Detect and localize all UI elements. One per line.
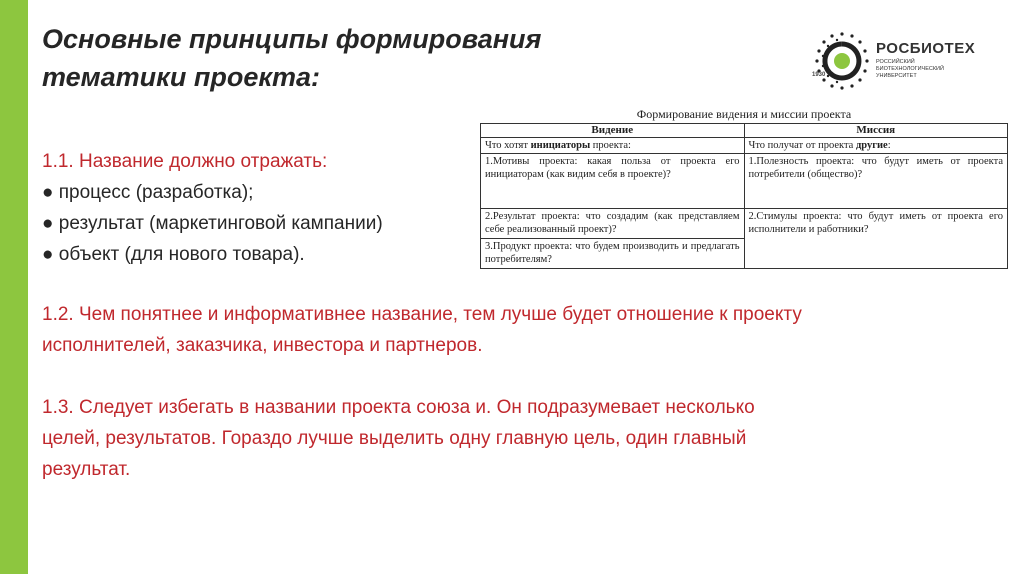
header-mission: Миссия xyxy=(744,124,1008,138)
table xyxy=(480,123,1008,269)
logo-sub-line: УНИВЕРСИТЕТ xyxy=(876,73,917,79)
table-row xyxy=(481,154,1008,209)
section-3-line: результат. xyxy=(42,459,131,480)
vision-subheader xyxy=(481,138,745,154)
table-row xyxy=(481,138,1008,154)
bullet-item: ● объект (для нового товара). xyxy=(42,244,305,265)
logo-sub-line: РОССИЙСКИЙ xyxy=(876,59,915,65)
text-fragment: Что хотят xyxy=(485,140,531,151)
title-line-2: тематики проекта: xyxy=(42,62,321,92)
section-1 xyxy=(42,146,482,270)
logo-emblem-icon xyxy=(812,30,872,92)
text-fragment: : xyxy=(887,140,891,151)
bullet-item: ● результат (маркетинговой кампании) xyxy=(42,213,383,234)
section-3-line: 1.3. Следует избегать в названии проекта союза и. Он подразумевает несколько xyxy=(42,397,755,418)
text-fragment: проекта: xyxy=(590,140,631,151)
section-3 xyxy=(42,392,942,485)
accent-bar xyxy=(0,0,28,574)
section-2 xyxy=(42,299,1002,361)
table-header-row xyxy=(481,124,1008,138)
section-3-line: целей, результатов. Гораздо лучше выделить одну главную цель, один главный xyxy=(42,428,747,449)
section-2-line: исполнителей, заказчика, инвестора и партнеров. xyxy=(42,335,483,356)
text-fragment: Что получат от проекта xyxy=(748,140,856,151)
logo-subtitle xyxy=(876,59,944,80)
logo-name: РОСБИОТЕХ xyxy=(876,40,976,57)
text-fragment: другие xyxy=(855,140,888,151)
vision-cell-1: 1.Мотивы проекта: какая польза от проекта его инициаторам (как видим себя в проекте)? xyxy=(481,154,745,209)
table-row xyxy=(481,209,1008,239)
section-1-heading: 1.1. Название должно отражать: xyxy=(42,151,328,172)
university-logo xyxy=(812,30,992,92)
logo-sub-line: БИОТЕХНОЛОГИЧЕСКИЙ xyxy=(876,66,944,72)
text-fragment: инициаторы xyxy=(530,140,591,151)
vision-cell-2: 2.Результат проекта: что создадим (как представляем себе реализованный проект)? xyxy=(481,209,745,239)
table-title: Формирование видения и миссии проекта xyxy=(636,107,852,121)
mission-cell-2: 2.Стимулы проекта: что будут иметь от проекта его исполнители и работники? xyxy=(744,209,1008,269)
section-2-line: 1.2. Чем понятнее и информативнее название, тем лучше будет отношение к проекту xyxy=(42,304,802,325)
title-line-1: Основные принципы формирования xyxy=(42,24,542,54)
header-vision: Видение xyxy=(481,124,745,138)
mission-cell-1: 1.Полезность проекта: что будут иметь от проекта потребители (общество)? xyxy=(744,154,1008,209)
slide-title xyxy=(42,20,602,96)
logo-year: 1930 xyxy=(812,72,826,78)
bullet-item: ● процесс (разработка); xyxy=(42,182,254,203)
mission-subheader xyxy=(744,138,1008,154)
vision-mission-table xyxy=(480,106,1008,269)
vision-cell-3: 3.Продукт проекта: что будем производить и предлагать потребителям? xyxy=(481,239,745,269)
